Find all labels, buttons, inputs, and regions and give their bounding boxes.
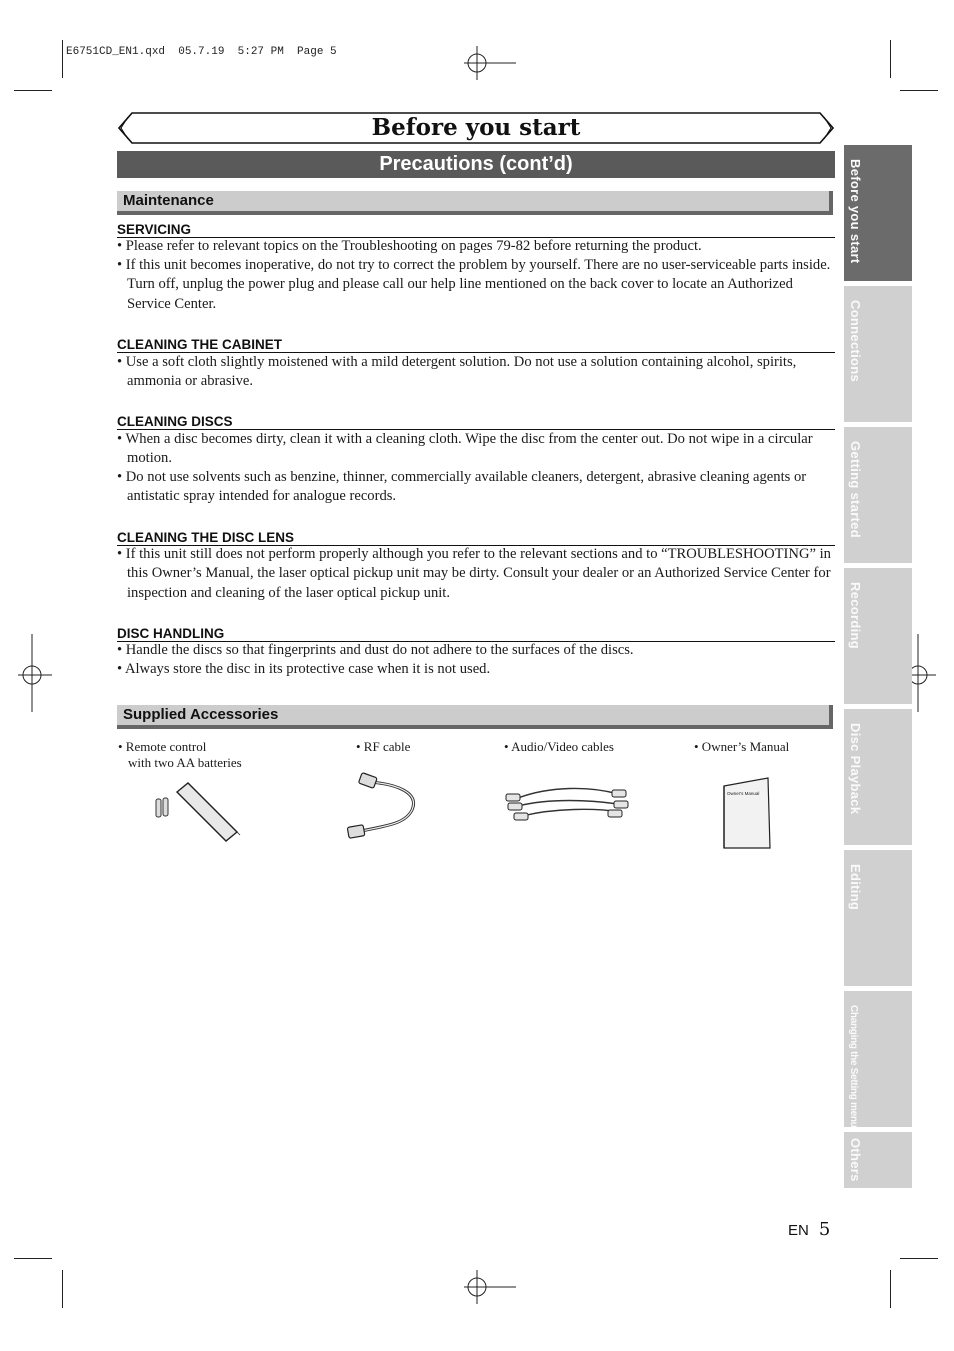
servicing-bullet: • Please refer to relevant topics on the Troubleshooting on pages 79-82 before returning the product. [117, 238, 702, 254]
tab-label: Disc Playback [848, 723, 863, 815]
tab-getting-started[interactable] [844, 427, 912, 563]
tab-editing[interactable] [844, 850, 912, 986]
accessory-label: • Remote control [118, 739, 207, 754]
accessory-label: • RF cable [356, 739, 411, 754]
cleaning-cabinet-heading: CLEANING THE CABINET [117, 337, 835, 353]
av-cables-icon [500, 778, 635, 828]
accessory-label: • Audio/Video cables [504, 739, 614, 754]
cleaning-discs-bullet: • Do not use solvents such as benzine, thinner, commercially available cleaners, detergent, abrasive cleaning agents or antistatic spray intended for analogue records. [117, 469, 807, 505]
section-title: Precautions (cont’d) [117, 151, 835, 178]
tab-others[interactable] [844, 1132, 912, 1188]
accessory-av-cables [504, 739, 614, 755]
tab-label: Others [848, 1138, 863, 1182]
accessory-label: • Owner’s Manual [694, 739, 790, 754]
language-code: EN [788, 1222, 809, 1239]
disc-handling-bullet: • Always store the disc in its protective case when it is not used. [117, 661, 491, 677]
registration-mark-bottom-icon [464, 1270, 516, 1304]
page-title: Before you start [371, 114, 581, 141]
cleaning-discs-bullet: • When a disc becomes dirty, clean it with a cleaning cloth. Wipe the disc from the center out. Do not wipe in a circular motion. [117, 431, 813, 467]
accessory-rf-cable [356, 739, 410, 755]
remote-control-icon [150, 780, 245, 846]
cleaning-lens-bullet: • If this unit still does not perform properly although you refer to the relevant sections and to “TROUBLESHOOTING” in this Owner’s Manual, the laser optical pickup unit may be dirty. Consult your dealer or an Authorized Service Center for inspection and cleaning of the laser optical pickup unit. [117, 546, 831, 601]
owners-manual-icon [722, 776, 774, 852]
tab-label: Connections [848, 300, 863, 383]
tab-before-you-start[interactable] [844, 145, 912, 281]
accessory-sublabel: with two AA batteries [128, 755, 242, 770]
servicing-heading: SERVICING [117, 222, 835, 238]
page-number [788, 1219, 830, 1240]
disc-handling-bullet: • Handle the discs so that fingerprints and dust do not adhere to the surfaces of the discs. [117, 642, 634, 658]
disc-handling-heading: DISC HANDLING [117, 626, 835, 642]
maintenance-heading-bar [117, 191, 833, 215]
tab-label: Getting started [848, 441, 863, 538]
cleaning-cabinet-bullet: • Use a soft cloth slightly moistened with a mild detergent solution. Do not use a solution containing alcohol, spirits, ammonia or abrasive. [117, 354, 797, 390]
accessory-owners-manual [694, 739, 789, 755]
tab-label: Editing [848, 864, 863, 911]
rf-cable-icon [340, 770, 425, 842]
tab-connections[interactable] [844, 286, 912, 422]
tab-changing-setting-menu[interactable] [844, 991, 912, 1127]
maintenance-heading: Maintenance [123, 192, 214, 209]
tab-label: Before you start [848, 159, 863, 264]
page-number-value: 5 [818, 1219, 831, 1240]
page-title-banner [118, 112, 834, 144]
registration-mark-left-icon [18, 634, 52, 712]
cleaning-lens-heading: CLEANING THE DISC LENS [117, 530, 835, 546]
accessories-heading-bar [117, 705, 833, 729]
accessories-heading: Supplied Accessories [123, 706, 279, 723]
servicing-bullet: • If this unit becomes inoperative, do not try to correct the problem by yourself. There are no user-serviceable parts inside. Turn off, unplug the power plug and please call our help line mentioned on the back cover to locate an Authorized Service Center. [117, 257, 831, 312]
tab-recording[interactable] [844, 568, 912, 704]
tab-disc-playback[interactable] [844, 709, 912, 845]
manual-cover-text: Owner's Manual [727, 791, 760, 796]
tab-label: Recording [848, 582, 863, 649]
print-slug: E6751CD_EN1.qxd 05.7.19 5:27 PM Page 5 [66, 46, 337, 58]
registration-mark-top-icon [464, 46, 516, 80]
tab-label: Changing the Setting menu [848, 1005, 859, 1128]
accessory-remote [118, 739, 242, 771]
cleaning-discs-heading: CLEANING DISCS [117, 414, 835, 430]
